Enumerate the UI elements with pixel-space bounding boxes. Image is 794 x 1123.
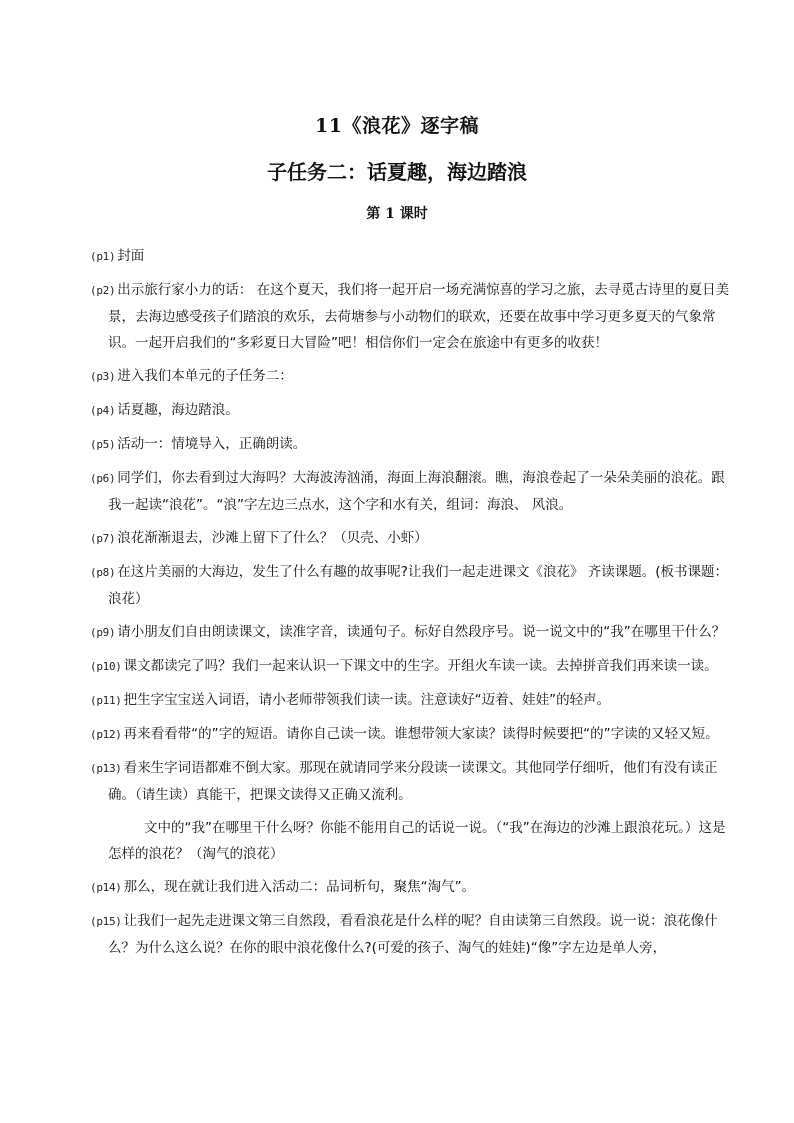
paragraph-number: (p4) — [90, 404, 116, 417]
document-title: 11《浪花》逐字稿 — [315, 115, 479, 137]
paragraph-p13 — [90, 755, 730, 808]
paragraph-number: (p1) — [90, 250, 116, 263]
paragraph-p6 — [90, 465, 730, 518]
lesson-heading: 第 1 课时 — [366, 206, 428, 222]
paragraph-p5 — [90, 431, 730, 458]
paragraph-number: (p10) — [90, 660, 122, 673]
paragraph-number: (p9) — [90, 626, 116, 639]
paragraph-number: (p14) — [90, 881, 122, 894]
paragraph-text: 活动一：情境导入，正确朗读。 — [117, 436, 307, 452]
transcript-body — [90, 243, 730, 968]
paragraph-p15 — [90, 908, 730, 961]
paragraph-text: 课文都读完了吗？我们一起来认识一下课文中的生字。开组火车读一读。去掉拼音我们再来读一读。 — [123, 658, 718, 674]
paragraph-number: (p15) — [90, 915, 122, 928]
document-subtitle: 子任务二：话夏趣，海边踏浪 — [267, 160, 527, 184]
paragraph-text: 看来生字词语都难不倒大家。那现在就请同学来分段读一读课文。其他同学仔细听，他们有没有读正确。（请生读）真能干，把课文读得又正确又流利。 — [108, 760, 718, 803]
paragraph-p14 — [90, 874, 730, 901]
paragraph-number: (p8) — [90, 566, 116, 579]
paragraph-text: 让我们一起先走进课文第三自然段，看看浪花是什么样的呢？自由读第三自然段。说一说：浪花像什么？为什么这么说？在你的眼中浪花像什么?(可爱的孩子、淘气的娃娃)“像”字左边是单人旁， — [108, 913, 718, 956]
paragraph-number: (p7) — [90, 532, 116, 545]
paragraph-number: (p3) — [90, 370, 116, 383]
paragraph-number: (p2) — [90, 284, 116, 297]
paragraph-text: 把生字宝宝送入词语，请小老师带领我们读一读。注意读好“迈着、娃娃”的轻声。 — [123, 692, 611, 708]
paragraph-text: 文中的“我”在哪里干什么呀？你能不能用自己的话说一说。（“我”在海边的沙滩上跟浪花玩。）这是怎样的浪花？（淘气的浪花） — [108, 820, 726, 862]
paragraph-p13-continued — [90, 815, 730, 867]
paragraph-text: 再来看看带“的”字的短语。请你自己读一读。谁想带领大家读？读得时候要把“的”字读的又轻又短。 — [123, 726, 719, 742]
paragraph-p11 — [90, 687, 730, 714]
paragraph-p3 — [90, 363, 730, 390]
paragraph-p8 — [90, 559, 730, 612]
paragraph-p4 — [90, 397, 730, 424]
paragraph-p9 — [90, 619, 730, 646]
paragraph-text: 请小朋友们自由朗读课文，读准字音，读通句子。标好自然段序号。说一说文中的“我”在哪里干什么？ — [117, 624, 726, 640]
paragraph-number: (p5) — [90, 438, 116, 451]
paragraph-p10 — [90, 653, 730, 680]
paragraph-text: 出示旅行家小力的话： 在这个夏天，我们将一起开启一场充满惊喜的学习之旅，去寻觅古诗里的夏日美景，去海边感受孩子们踏浪的欢乐，去荷塘参与小动物们的联欢，还要在故事中学习更多夏天的气象常识。一起开启我们的“多彩夏日大冒险”吧！相信你们一定会在旅途中有更多的收获！ — [108, 282, 730, 351]
paragraph-p1 — [90, 243, 730, 270]
paragraph-p7 — [90, 525, 730, 552]
paragraph-p2 — [90, 277, 730, 356]
paragraph-number: (p11) — [90, 694, 122, 707]
paragraph-text: 封面 — [117, 248, 145, 264]
paragraph-text: 话夏趣，海边踏浪。 — [117, 402, 239, 418]
paragraph-number: (p12) — [90, 728, 122, 741]
paragraph-number: (p6) — [90, 472, 116, 485]
paragraph-text: 进入我们本单元的子任务二： — [117, 368, 293, 384]
paragraph-text: 那么，现在就让我们进入活动二：品词析句，聚焦“淘气”。 — [123, 879, 476, 895]
paragraph-text: 浪花渐渐退去，沙滩上留下了什么？（贝壳、小虾） — [117, 530, 428, 546]
paragraph-number: (p13) — [90, 762, 122, 775]
paragraph-text: 同学们，你去看到过大海吗？大海波涛汹涌，海面上海浪翻滚。瞧，海浪卷起了一朵朵美丽的浪花。跟我一起读“浪花”。“浪”字左边三点水，这个字和水有关，组词：海浪、 风浪。 — [108, 470, 725, 513]
paragraph-text: 在这片美丽的大海边，发生了什么有趣的故事呢?让我们一起走进课文《浪花》 齐读课题。(板书课题：浪花） — [108, 564, 729, 607]
paragraph-p12 — [90, 721, 730, 748]
